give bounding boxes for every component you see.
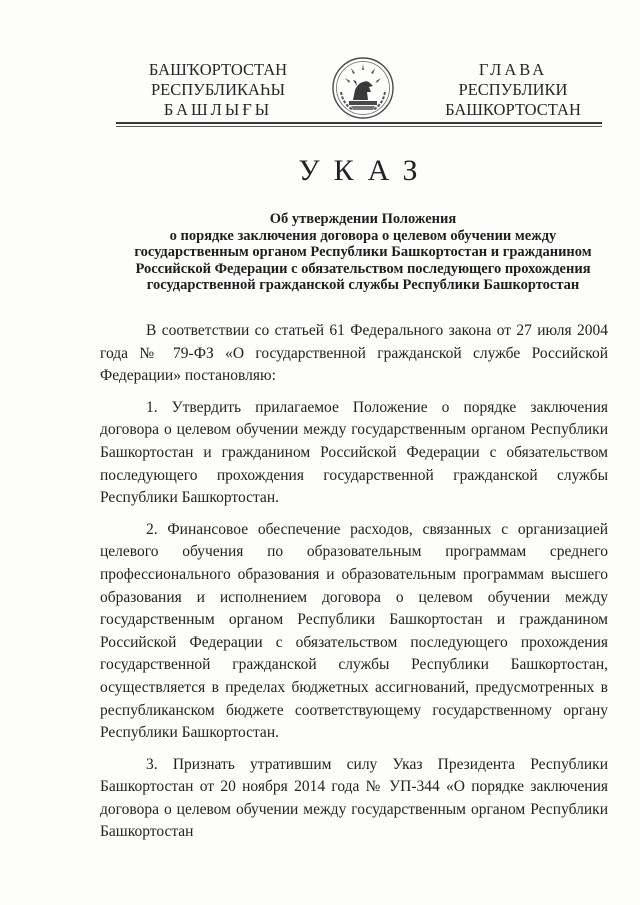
letterhead-russian-line-1: ГЛАВА bbox=[478, 60, 548, 79]
letterhead-bashkir bbox=[118, 60, 318, 120]
letterhead-rule-thin bbox=[116, 126, 602, 127]
coat-of-arms-icon bbox=[331, 56, 395, 120]
letterhead-bashkir-line-1: БАШҠОРТОСТАН bbox=[148, 60, 288, 79]
item-paragraph-2: 2. Финансовое обеспечение расходов, связанных с организацией целевого обучения по образовательным программам среднего профессионального образования и образовательным программам высшего образования и исполнением договора о целевом обучении между государственным органом Республики Башкортостан и гражданином Российской Федерации с обязательством последующего прохождения государственной гражданской службы Республики Башкортостан, осуществляется в пределах бюджетных ассигнований, предусмотренных в республиканском бюджете соответствующему государственному органу Республики Башкортостан. bbox=[100, 520, 608, 742]
letterhead-rule-thick bbox=[116, 122, 602, 124]
subject-line: Российской Федерации с обязательством последующего прохождения bbox=[135, 260, 591, 277]
subject-line: Об утверждении Положения bbox=[269, 211, 457, 227]
document-subject bbox=[118, 211, 608, 294]
document-body bbox=[100, 320, 608, 844]
preamble-paragraph: В соответствии со статьей 61 Федерального закона от 27 июля 2004 года № 79-ФЗ «О государственной гражданской службе Российской Федерации» постановляю: bbox=[100, 322, 608, 385]
subject-line: о порядке заключения договора о целевом обучении между bbox=[169, 227, 557, 244]
letterhead-russian bbox=[413, 60, 613, 120]
letterhead-bashkir-line-3: БАШЛЫҒЫ bbox=[163, 100, 273, 119]
item-paragraph-1: 1. Утвердить прилагаемое Положение о порядке заключения договора о целевом обучении между государственным органом Республики Башкортостан и гражданином Российской Федерации с обязательством последующего прохождения государственной гражданской службы Республики Башкортостан. bbox=[100, 398, 608, 507]
subject-line: государственным органом Республики Башкортостан и гражданином bbox=[134, 244, 592, 260]
letterhead-russian-line-2: РЕСПУБЛИКИ bbox=[458, 80, 568, 99]
letterhead-bashkir-line-2: РЕСПУБЛИКАҺЫ bbox=[150, 80, 286, 99]
document-type-title: УКАЗ bbox=[298, 154, 432, 187]
letterhead-russian-line-3: БАШКОРТОСТАН bbox=[445, 100, 581, 119]
item-paragraph-3: 3. Признать утратившим силу Указ Президента Республики Башкортостан от 20 ноября 2014 года № УП-344 «О порядке заключения договора о целевом обучении между государственным органом Республики Башкортостан bbox=[100, 755, 608, 841]
subject-line: государственной гражданской службы Республики Башкортостан bbox=[146, 277, 580, 293]
